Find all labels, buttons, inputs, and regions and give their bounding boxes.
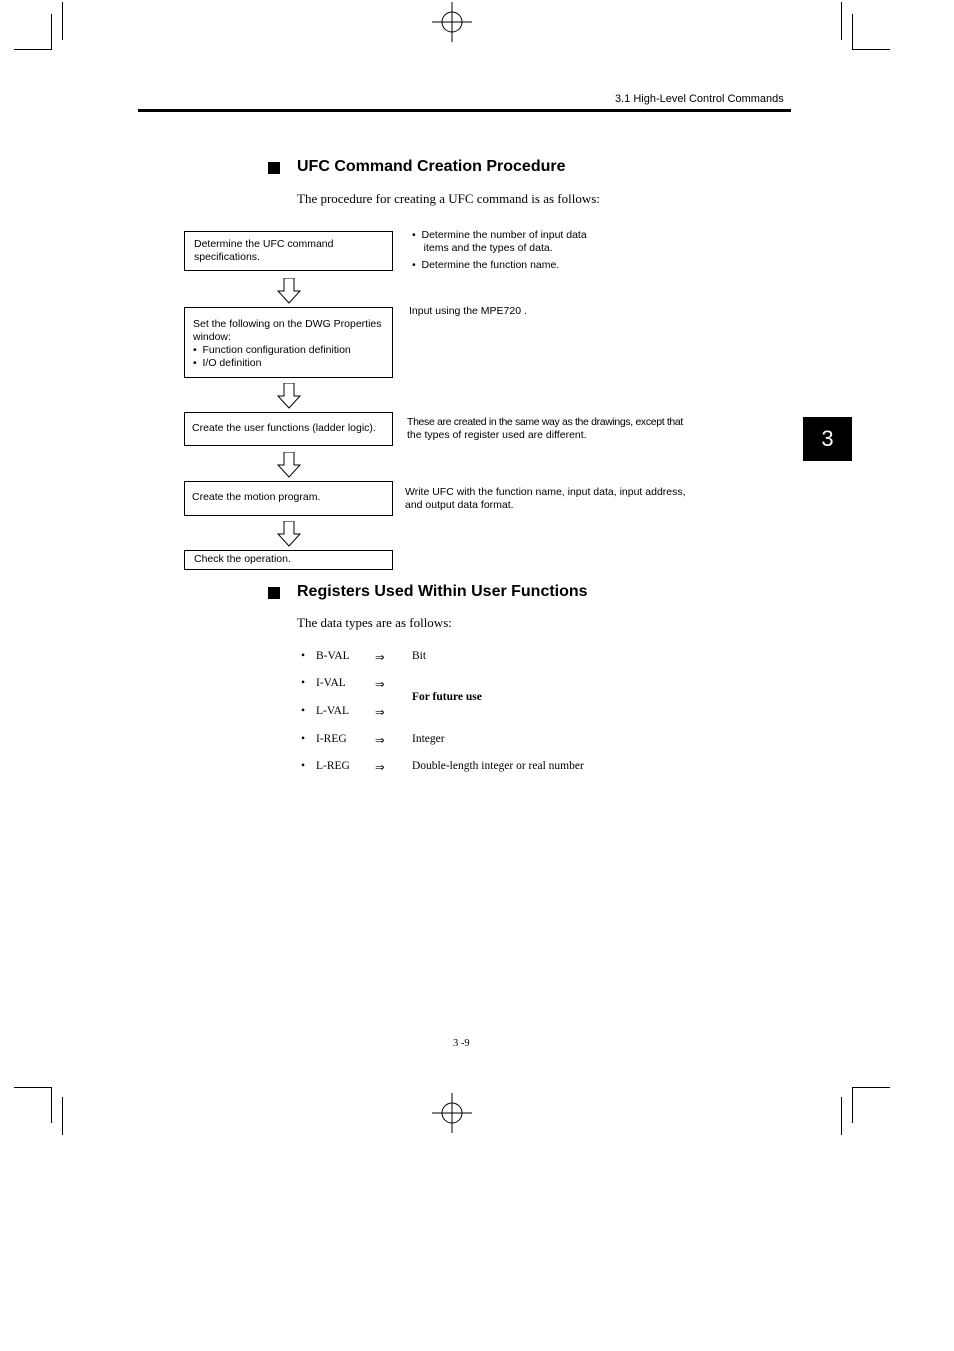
flow-note-line: • Determine the function name. <box>412 259 560 271</box>
register-desc: Bit <box>412 650 427 662</box>
flow-step-line: • Function configuration definition <box>193 344 351 356</box>
implies-arrow-icon: ⇒ <box>375 652 385 664</box>
down-arrow-icon <box>277 521 301 547</box>
register-name: L-REG <box>316 760 350 772</box>
down-arrow-icon <box>277 278 301 304</box>
implies-arrow-icon: ⇒ <box>375 679 385 691</box>
registration-mark-bottom <box>432 1093 472 1133</box>
flow-note-4 <box>405 486 686 512</box>
register-bullet: • <box>301 760 306 772</box>
flow-note-line: • Determine the number of input data <box>412 229 587 241</box>
header-rule <box>138 109 791 112</box>
flow-note-3 <box>407 416 683 442</box>
implies-arrow-icon: ⇒ <box>375 762 385 774</box>
flow-step-line: Create the user functions (ladder logic). <box>192 422 376 434</box>
flow-step-line: Create the motion program. <box>192 491 321 503</box>
down-arrow-icon <box>277 452 301 478</box>
section-bullet-square <box>268 587 280 599</box>
section-intro-ufc: The procedure for creating a UFC command is as follows: <box>297 191 600 206</box>
register-name: I-VAL <box>316 677 346 689</box>
flow-note-line: the types of register used are different. <box>407 429 587 441</box>
flow-step-3 <box>184 412 393 446</box>
flow-note-1 <box>412 229 587 272</box>
section-title-registers: Registers Used Within User Functions <box>297 583 588 600</box>
flow-note-line: items and the types of data. <box>412 242 553 254</box>
future-use-label: For future use <box>412 691 482 703</box>
flow-note-line: and output data format. <box>405 499 514 511</box>
register-bullet: • <box>301 677 306 689</box>
flow-step-line: Determine the UFC command <box>194 238 334 250</box>
running-header: 3.1 High-Level Control Commands <box>615 93 784 105</box>
register-bullet: • <box>301 733 306 745</box>
flow-step-line: Check the operation. <box>194 553 291 565</box>
flow-step-1 <box>184 231 393 271</box>
flow-note-line: These are created in the same way as the drawings, except that <box>407 416 683 428</box>
flow-step-line: Set the following on the DWG Properties <box>193 318 382 330</box>
register-name: B-VAL <box>316 650 350 662</box>
registration-mark-top <box>432 2 472 42</box>
page-number: 3 -9 <box>453 1038 470 1049</box>
section-intro-registers: The data types are as follows: <box>297 615 452 630</box>
register-desc: Integer <box>412 733 445 745</box>
register-desc: Double-length integer or real number <box>412 760 584 772</box>
flow-step-2 <box>184 307 393 378</box>
section-bullet-square <box>268 162 280 174</box>
register-bullet: • <box>301 650 306 662</box>
flow-note-line: Write UFC with the function name, input data, input address, <box>405 486 686 498</box>
flow-step-4 <box>184 481 393 516</box>
flow-step-line: window: <box>193 331 231 343</box>
register-bullet: • <box>301 705 306 717</box>
implies-arrow-icon: ⇒ <box>375 707 385 719</box>
flow-step-line: • I/O definition <box>193 357 262 369</box>
implies-arrow-icon: ⇒ <box>375 735 385 747</box>
register-name: L-VAL <box>316 705 350 717</box>
section-title-ufc-procedure: UFC Command Creation Procedure <box>297 158 566 175</box>
register-name: I-REG <box>316 733 347 745</box>
down-arrow-icon <box>277 383 301 409</box>
chapter-tab: 3 <box>803 417 852 461</box>
flow-step-5 <box>184 550 393 570</box>
flow-note-line: Input using the MPE720 . <box>409 305 527 317</box>
flow-step-line: specifications. <box>194 251 260 263</box>
flow-note-2 <box>409 305 527 318</box>
